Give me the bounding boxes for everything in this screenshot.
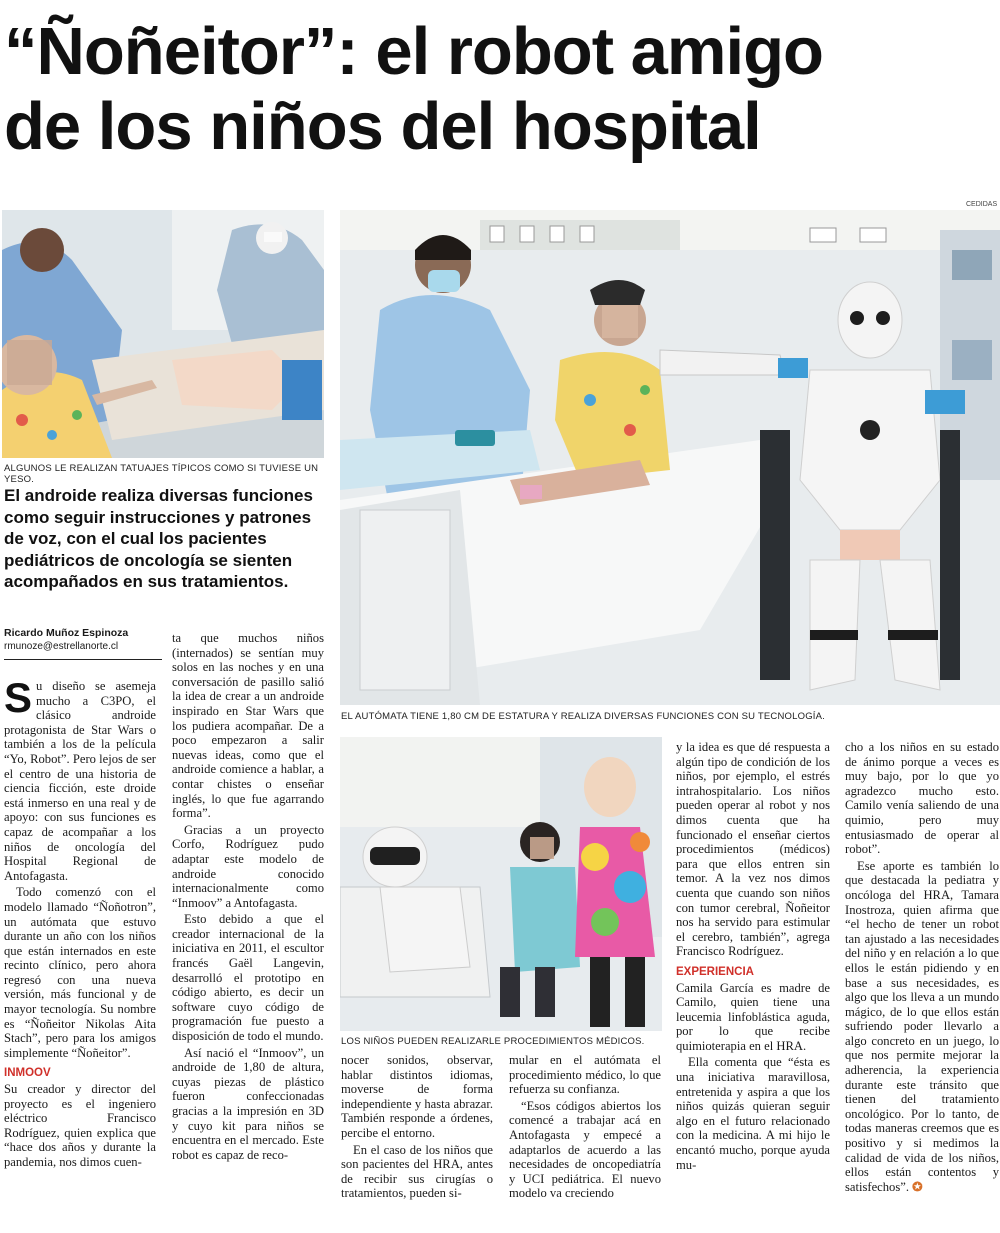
paragraph: Gracias a un proyecto Corfo, Rodríguez pudo adaptar este modelo de androide conocido internacionalmente como “Inmoov” a Antofagasta. [172,822,324,910]
column-4 [509,1053,661,1203]
column-6 [845,740,999,1196]
drop-cap: S [4,674,33,721]
author-email[interactable]: rmunoze@estrellanorte.cl [4,641,119,652]
caption-top-left: ALGUNOS LE REALIZAN TATUAJES TÍPICOS COMO SI TUVIESE UN YESO. [4,463,319,485]
caption-main: EL AUTÓMATA TIENE 1,80 CM DE ESTATURA Y REALIZA DIVERSAS FUNCIONES CON SU TECNOLOGÍA. [341,711,826,722]
headline [4,14,994,164]
deck: El androide realiza diversas funciones como seguir instrucciones y patrones de voz, con el cual los pacientes pediátricos de oncología se sienten acompañados en sus tratamientos. [4,486,313,591]
paragraph: Camila García es madre de Camilo, quien tiene una leucemia linfoblástica aguda, por lo que recibe quimioterapia en el HRA. [676,980,830,1053]
photo-credit: CEDIDAS [966,201,998,208]
byline [4,627,164,660]
photo-main [340,210,1000,705]
column-1 [4,674,156,1172]
paragraph: “Esos códigos abiertos los comencé a trabajar acá en Antofagasta y empecé a adaptarlos de acuerdo a las necesidades de oncopediatría y UCI pediátrica. El nuevo modelo va creciendo [509,1098,661,1201]
paragraph: En el caso de los niños que son pacientes del HRA, antes de recibir sus cirugías o tratamientos, pueden si- [341,1142,493,1201]
subhead-inmoov: INMOOV [4,1067,51,1080]
column-3 [341,1053,493,1203]
byline-rule [4,659,162,660]
paragraph: Esto debido a que el creador internacional de la iniciativa en 2011, el escultor francés Gaël Langevin, desarrolló el prototipo en código abierto, es decir un software cuyo código de programación fue puesto a disposición de todo el mundo. [172,912,324,1044]
paragraph: cho a los niños en su estado de ánimo porque a veces es muy bajo, por lo que yo agradezco mucho esto. Camilo venía saliendo de una quimio, pero muy entusiasmado de operar al robot”. [845,740,999,857]
paragraph: nocer sonidos, observar, hablar distintos idiomas, moverse de forma independiente y hasta abrazar. También responde a órdenes, percibe el entorno. [341,1053,493,1140]
paragraph: Ella comenta que “ésta es una iniciativa maravillosa, entretenida y aspira a que los niños quizás quieran seguir algo en el futuro relacionado con la medicina. A mi hijo le encantó mucho, porque ayuda mu- [676,1055,830,1172]
author-name: Ricardo Muñoz Espinoza [4,627,129,639]
headline-line-1: “Ñoñeitor”: el robot amigo [4,14,823,89]
caption-bottom: LOS NIÑOS PUEDEN REALIZARLE PROCEDIMIENTOS MÉDICOS. [341,1036,645,1047]
paragraph: mular en el autómata el procedimiento médico, lo que refuerza su confianza. [509,1053,661,1097]
column-5 [676,740,830,1174]
paragraph: Así nació el “Inmoov”, un androide de 1,80 de altura, cuyas piezas de plástico fueron confeccionadas gracias a la impresión en 3D y cuyo kit para niños se encuentra en el mercado. Este robot es capaz de reco- [172,1045,324,1162]
photo-tattoo [2,210,324,458]
column-2 [172,631,324,1164]
paragraph: u diseño se asemeja mucho a C3PO, el clásico androide protagonista de Star Wars o también a los de la película “Yo, Robot”. Pero lejos de ser el centro de una historia de ciencia ficción, este droide está inmerso en una real y de apoyo: con sus funciones es capaz de acompañar a los niños de oncología del Hospital Regional de Antofagasta. [4,679,156,883]
end-mark-icon: ✪ [912,1179,923,1194]
paragraph: ta que muchos niños (internados) se sentían muy solos en las noches y en una conversación de pasillo salió la idea de crear a un androide inspirado en Star Wars que los pudiera acompañar. De a poco empezaron a salir nuevas ideas, como que el androide comience a hablar, a contar chistes o enseñar inglés, lo que fue agarrando forma”. [172,631,324,821]
paragraph: Su creador y director del proyecto es el ingeniero eléctrico Francisco Rodríguez, quien explica que “hace dos años y durante la pandemia, nos dimos cuen- [4,1082,156,1169]
subhead-experiencia: EXPERIENCIA [676,965,754,978]
paragraph: Ese aporte es también lo que destacada la pediatra y oncóloga del HRA, Tamara Inostroza, quien afirma que “el hecho de tener un robot tan ajustado a las necesidades del niño y en relación a lo que ellos le están pidiendo y en base a sus necesidades, es algo que los lleva a un mundo mágico, de lo que ellos están sufriendo poder llevarlo a algo concreto en un juego, lo que nos permite mejorar la adherencia, la experiencia durante este tránsito que tienen del tratamiento oncológico. Por lo tanto, de todas maneras creemos que es positivo y si medimos la calidad de vida de los niños, ellos están contentos y satisfechos”. [845,858,999,1194]
headline-line-2: de los niños del hospital [4,89,761,164]
photo-procedure [340,737,662,1031]
paragraph: Todo comenzó con el modelo llamado “Ñoñotron”, un autómata que estuvo durante un año con los niños que están internados en este recinto clínico, pero ahora regresó con una nueva versión, más funcional y de mayor tecnología. Su nombre es “Ñoñeitor Nikolas Aita Stach”, pero para los amigos simplemente “Ñoñeitor”. [4,885,156,1060]
paragraph: y la idea es que dé respuesta a algún tipo de condición de los niños, por ejemplo, el estrés intrahospitalario. Los niños pueden operar al robot y nos dimos cuenta que ha funcionado el enseñar ciertos procedimientos (médicos) para que ellos entren sin temor. A la vez nos dimos cuenta que cuando son niños con tumor cerebral, Ñoñeitor nos ha servido para estimular el cerebro, también”, agrega Francisco Rodríguez. [676,740,830,959]
